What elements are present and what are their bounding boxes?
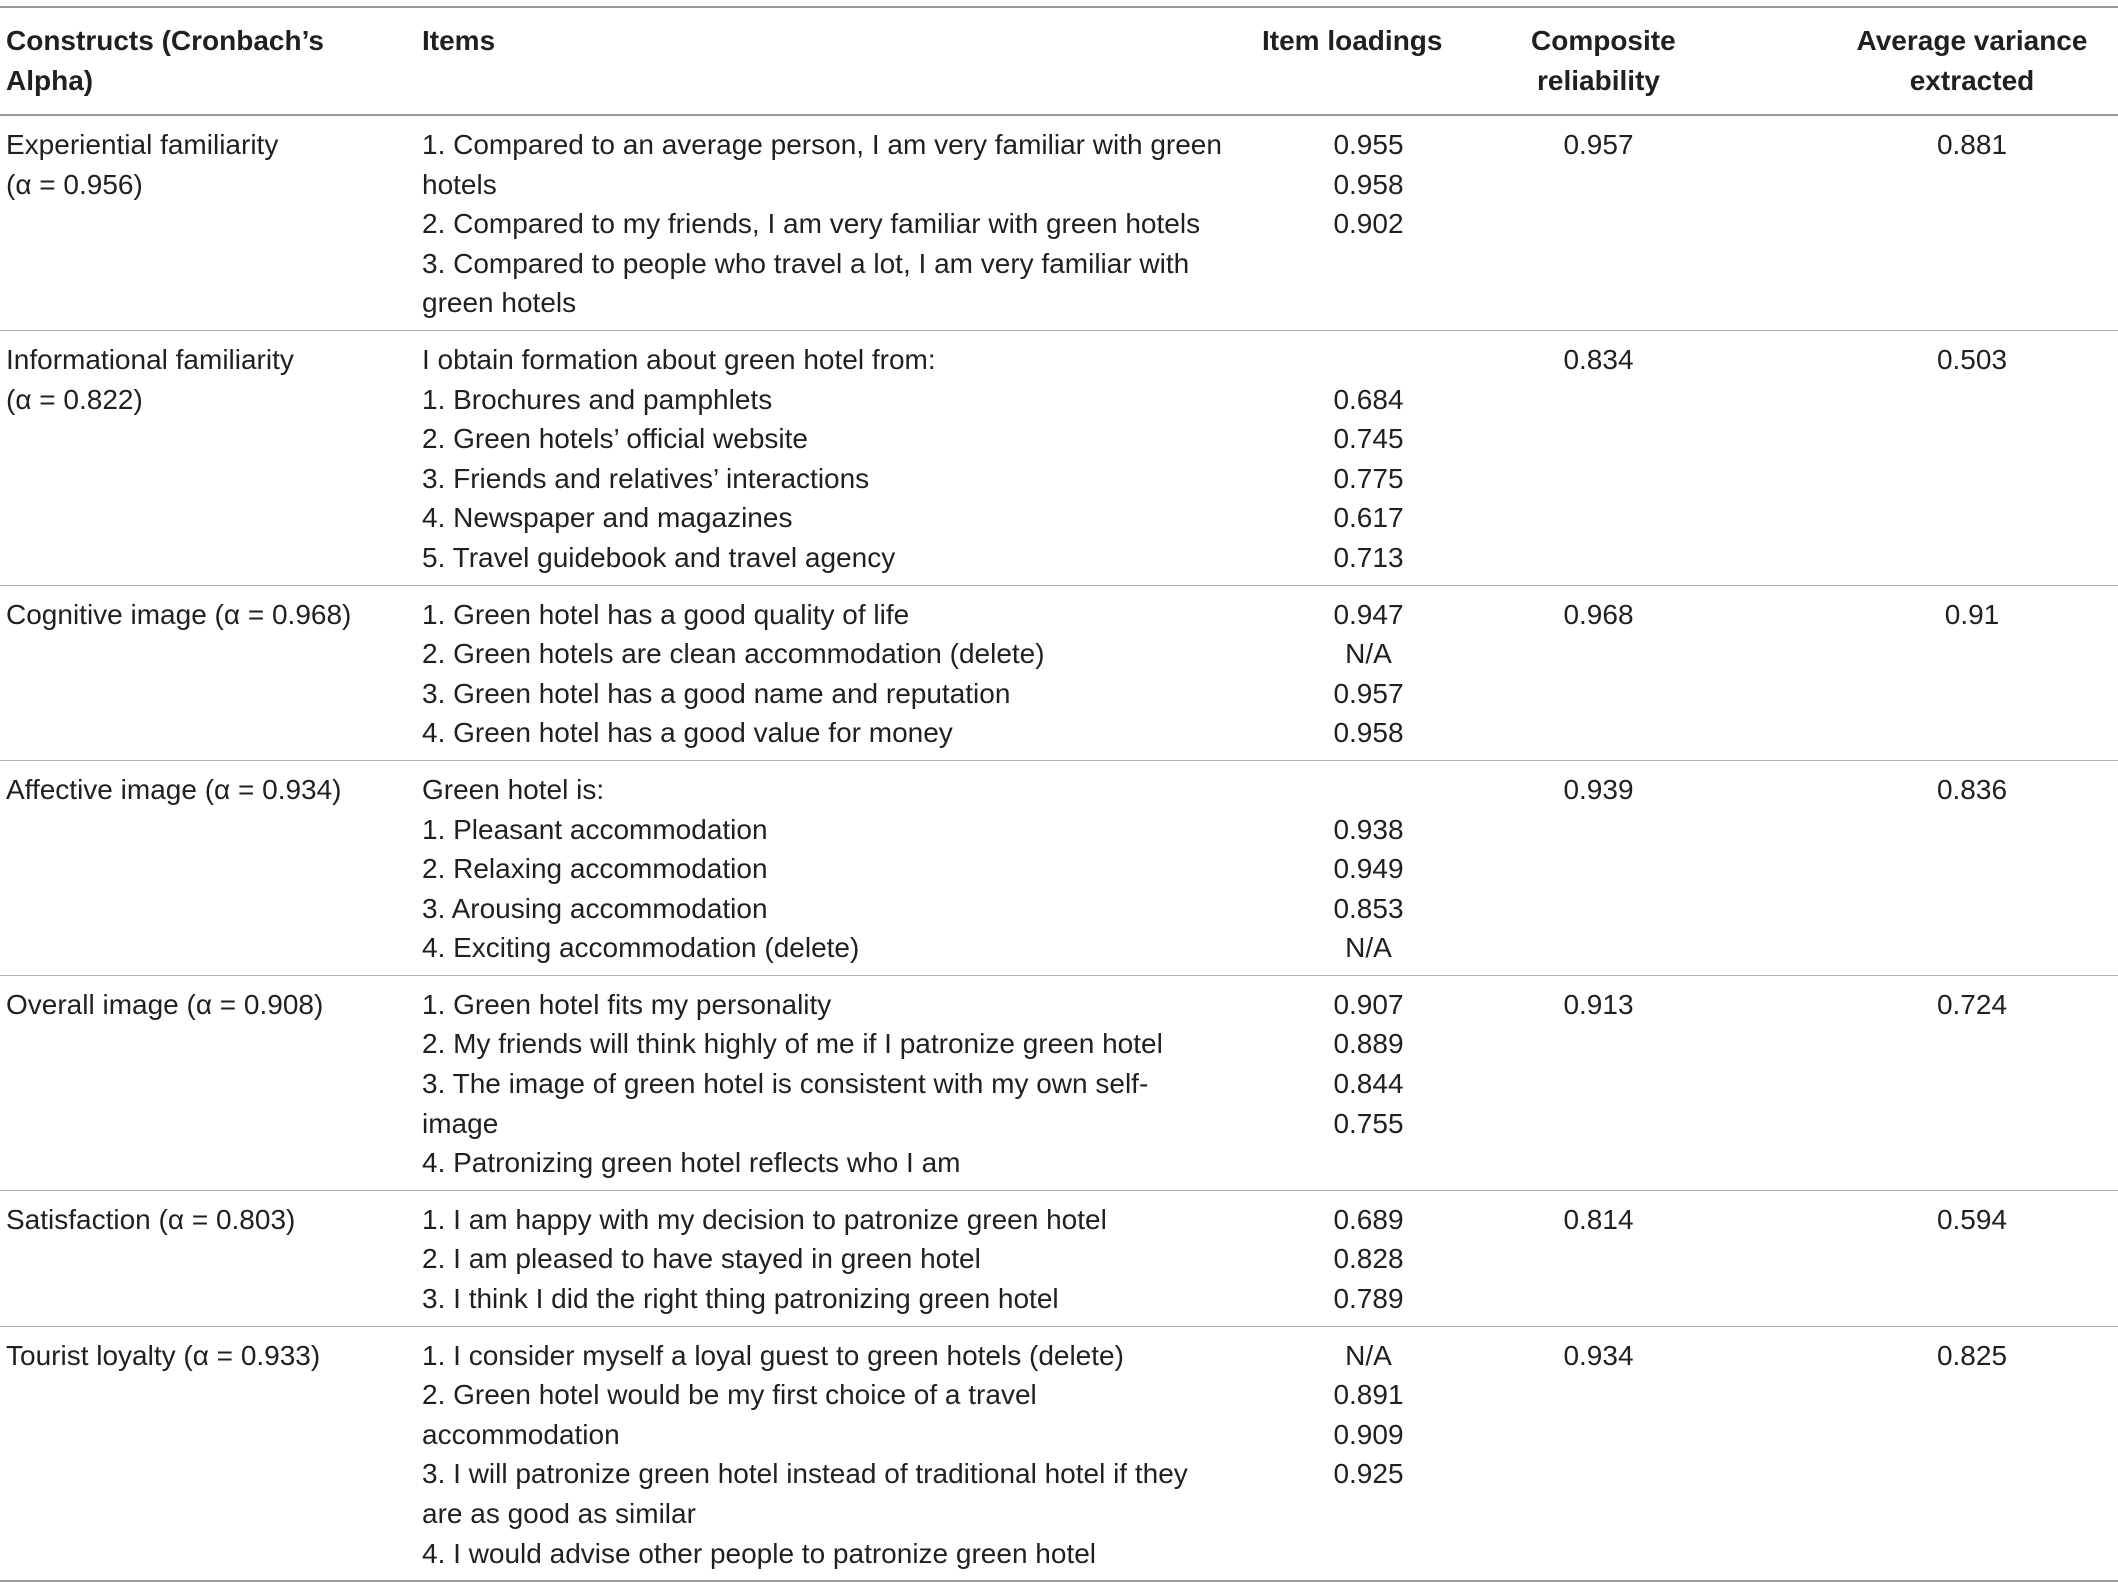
construct-label: (α = 0.956)	[6, 168, 143, 200]
construct-label: Tourist loyalty (α = 0.933)	[6, 1339, 321, 1371]
item-text: 4. Newspaper and magazines	[422, 502, 793, 534]
ave-value: 0.503	[1936, 343, 2008, 375]
item-loading: 0.789	[1333, 1283, 1404, 1315]
header-row	[0, 7, 2118, 115]
items-cell	[416, 975, 1256, 1190]
items-cell	[416, 1326, 1256, 1581]
construct-label: Experiential familiarity	[6, 129, 279, 160]
composite-reliability-value: 0.834	[1563, 343, 1634, 375]
item-loading: 0.775	[1333, 462, 1404, 494]
items-cell	[416, 115, 1256, 330]
construct-label: Affective image (α = 0.934)	[6, 773, 342, 805]
table-row	[0, 585, 2118, 760]
composite-reliability-cell	[1441, 1326, 1756, 1581]
constructs-table	[0, 6, 2118, 1582]
ave-value: 0.836	[1936, 773, 2008, 805]
construct-cell	[0, 115, 416, 330]
composite-reliability-cell	[1441, 975, 1756, 1190]
loadings-cell	[1256, 1190, 1441, 1326]
construct-cell	[0, 760, 416, 975]
table-row	[0, 115, 2118, 330]
items-cell	[416, 330, 1256, 585]
item-text: 1. Green hotel fits my personality	[422, 988, 832, 1020]
item-loading: 0.844	[1333, 1068, 1404, 1100]
header-loadings: Item loadings	[1262, 25, 1443, 56]
ave-value: 0.594	[1936, 1203, 2008, 1235]
item-loading: 0.745	[1333, 423, 1404, 455]
item-text: 4. Green hotel has a good value for money	[422, 717, 953, 749]
item-text: 3. I will patronize green hotel instead of traditional hotel if they are as good as similar	[422, 1458, 1188, 1529]
item-text: 2. Green hotel would be my first choice of a travel accommodation	[422, 1379, 1037, 1450]
loadings-cell	[1256, 330, 1441, 585]
item-text: 3. Arousing accommodation	[422, 892, 768, 924]
item-loading: 0.955	[1333, 129, 1404, 160]
ave-cell	[1756, 1190, 2118, 1326]
item-loading: 0.958	[1333, 717, 1404, 749]
table-row	[0, 760, 2118, 975]
construct-cell	[0, 585, 416, 760]
item-loading: 0.958	[1333, 168, 1404, 200]
loadings-cell	[1256, 115, 1441, 330]
composite-reliability-cell	[1441, 760, 1756, 975]
item-loading: 0.902	[1333, 208, 1404, 240]
item-loading: 0.947	[1333, 598, 1404, 630]
item-text: 4. Patronizing green hotel reflects who I am	[422, 1147, 961, 1179]
composite-reliability-cell	[1441, 330, 1756, 585]
loadings-cell	[1256, 975, 1441, 1190]
composite-reliability-cell	[1441, 1190, 1756, 1326]
construct-cell	[0, 330, 416, 585]
ave-value: 0.881	[1936, 129, 2008, 160]
item-text: 2. Green hotels’ official website	[422, 423, 808, 455]
item-loading: 0.828	[1333, 1243, 1404, 1275]
items-cell	[416, 760, 1256, 975]
header-items: Items	[422, 25, 496, 56]
loadings-cell	[1256, 585, 1441, 760]
item-loading: 0.684	[1333, 383, 1404, 415]
item-loading: 0.755	[1333, 1107, 1404, 1139]
item-text: 3. Compared to people who travel a lot, I am very familiar with green hotels	[422, 247, 1190, 319]
item-loading: N/A	[1345, 932, 1392, 964]
item-loading: 0.891	[1333, 1379, 1404, 1411]
composite-reliability-value: 0.957	[1563, 129, 1634, 160]
item-text: 2. I am pleased to have stayed in green hotel	[422, 1243, 981, 1275]
items-cell	[416, 585, 1256, 760]
item-loading: 0.949	[1333, 853, 1404, 885]
item-text: 2. Green hotels are clean accommodation (delete)	[422, 638, 1045, 670]
composite-reliability-value: 0.939	[1563, 773, 1634, 805]
item-text: 3. The image of green hotel is consistent with my own self-image	[422, 1068, 1149, 1139]
item-loading: 0.938	[1333, 813, 1404, 845]
construct-cell	[0, 975, 416, 1190]
item-text: 1. Compared to an average person, I am very familiar with green hotels	[422, 129, 1222, 200]
construct-label: Informational familiarity	[6, 343, 294, 375]
item-text: 2. My friends will think highly of me if I patronize green hotel	[422, 1028, 1163, 1060]
table-row	[0, 330, 2118, 585]
item-text: Green hotel is:	[422, 773, 605, 805]
item-loading: 0.853	[1333, 892, 1404, 924]
ave-value: 0.91	[1944, 598, 2000, 630]
construct-cell	[0, 1326, 416, 1581]
item-loading: N/A	[1345, 1339, 1392, 1371]
item-text: 2. Relaxing accommodation	[422, 853, 768, 885]
construct-label: Overall image (α = 0.908)	[6, 988, 324, 1020]
item-text: 1. Brochures and pamphlets	[422, 383, 773, 415]
ave-cell	[1756, 330, 2118, 585]
item-loading	[1296, 770, 1441, 810]
composite-reliability-value: 0.968	[1563, 598, 1634, 630]
item-text: 4. Exciting accommodation (delete)	[422, 932, 860, 964]
item-loading: 0.907	[1333, 988, 1404, 1020]
ave-cell	[1756, 1326, 2118, 1581]
item-text: 5. Travel guidebook and travel agency	[422, 541, 896, 573]
construct-cell	[0, 1190, 416, 1326]
loadings-cell	[1256, 1326, 1441, 1581]
item-text: 3. I think I did the right thing patronizing green hotel	[422, 1283, 1059, 1315]
composite-reliability-value: 0.814	[1563, 1203, 1634, 1235]
composite-reliability-cell	[1441, 115, 1756, 330]
item-loading: 0.617	[1333, 502, 1404, 534]
header-composite-reliability: Composite reliability	[1531, 25, 1676, 96]
item-loading: 0.689	[1333, 1203, 1404, 1235]
item-text: 4. I would advise other people to patronize green hotel	[422, 1537, 1097, 1569]
item-text: I obtain formation about green hotel from:	[422, 343, 936, 375]
table-row	[0, 1190, 2118, 1326]
items-cell	[416, 1190, 1256, 1326]
ave-cell	[1756, 760, 2118, 975]
item-loading: 0.909	[1333, 1418, 1404, 1450]
construct-label: (α = 0.822)	[6, 383, 143, 415]
item-text: 1. Pleasant accommodation	[422, 813, 768, 845]
item-loading	[1296, 340, 1441, 380]
header-average-variance-extracted: Average variance extracted	[1856, 25, 2088, 96]
item-loading: N/A	[1345, 638, 1392, 670]
item-text: 1. I consider myself a loyal guest to green hotels (delete)	[422, 1339, 1124, 1371]
item-loading: 0.889	[1333, 1028, 1404, 1060]
composite-reliability-cell	[1441, 585, 1756, 760]
composite-reliability-value: 0.913	[1563, 988, 1634, 1020]
item-text: 1. Green hotel has a good quality of life	[422, 598, 910, 630]
construct-label: Satisfaction (α = 0.803)	[6, 1203, 296, 1235]
ave-cell	[1756, 975, 2118, 1190]
table-row	[0, 1326, 2118, 1581]
ave-cell	[1756, 115, 2118, 330]
construct-label: Cognitive image (α = 0.968)	[6, 598, 352, 630]
table-row	[0, 975, 2118, 1190]
ave-value: 0.825	[1936, 1339, 2008, 1371]
header-constructs: Constructs (Cronbach’s Alpha)	[6, 25, 324, 96]
item-loading: 0.925	[1333, 1458, 1404, 1490]
loadings-cell	[1256, 760, 1441, 975]
item-text: 1. I am happy with my decision to patronize green hotel	[422, 1203, 1107, 1235]
composite-reliability-value: 0.934	[1563, 1339, 1634, 1371]
ave-cell	[1756, 585, 2118, 760]
item-loading: 0.713	[1333, 541, 1404, 573]
item-text: 3. Green hotel has a good name and reputation	[422, 677, 1011, 709]
item-loading: 0.957	[1333, 677, 1404, 709]
item-text: 3. Friends and relatives’ interactions	[422, 462, 870, 494]
item-text: 2. Compared to my friends, I am very familiar with green hotels	[422, 208, 1201, 240]
ave-value: 0.724	[1936, 988, 2008, 1020]
